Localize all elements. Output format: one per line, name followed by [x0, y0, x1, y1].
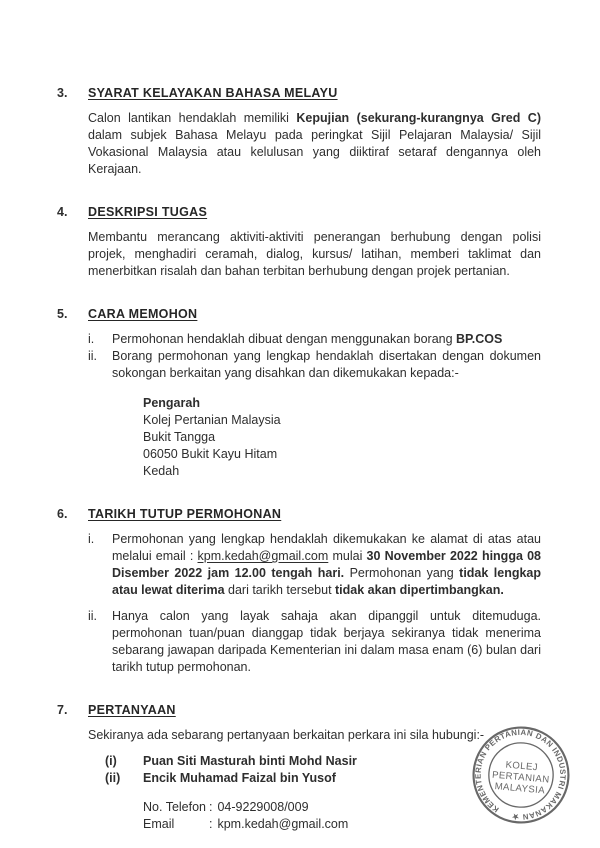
- list-marker: (i): [105, 754, 117, 768]
- section-header: [57, 702, 541, 719]
- text-run: dalam subjek Bahasa Melayu pada peringkat Sijil Pelajaran Malaysia/ Sijil Vokasional Malaysia atau kelulusan yang diiktiraf setaraf dengannya oleh Kerajaan.: [88, 128, 541, 176]
- text-run: Hanya calon yang layak sahaja akan dipanggil untuk ditemuduga. permohonan tuan/puan dianggap tidak berjaya sekiranya tidak menerima sebarang jawapan daripada Kementerian ini dalam masa enam (6) bulan dari tarikh tutup permohonan.: [112, 609, 541, 674]
- numbered-list: [88, 531, 541, 676]
- list-item: [88, 348, 541, 382]
- text-run-bold: tidak lengkap atau lewat diterima: [112, 566, 542, 597]
- list-marker: (ii): [105, 771, 121, 785]
- section-number: 4.: [57, 205, 68, 219]
- text-run: Membantu merancang aktiviti-aktiviti penerangan berhubung dengan polisi projek, menghadiri ceramah, dialog, kursus/ latihan, memberi taklimat dan menerbitkan risalah dan bahan terbitan berhubung dengan projek pertanian.: [88, 230, 541, 278]
- list-item-text: [112, 531, 541, 599]
- list-item: [88, 531, 541, 599]
- separator: :: [209, 817, 213, 831]
- separator: :: [209, 800, 213, 814]
- section-cara-memohon: [57, 306, 541, 480]
- email-label: Email: [143, 817, 175, 831]
- section-number: 6.: [57, 507, 68, 521]
- section-header: [57, 506, 541, 523]
- text-run: Calon lantikan hendaklah memiliki: [88, 111, 297, 125]
- list-marker: i.: [88, 532, 95, 546]
- list-item: [88, 608, 541, 676]
- stamp-ring-text: KEMENTERIAN PERTANIAN DAN INDUSTRI MAKANAN ★: [473, 727, 568, 822]
- section-heading: SYARAT KELAYAKAN BAHASA MELAYU: [88, 86, 338, 100]
- address-line: Pengarah: [143, 396, 200, 410]
- section-deskripsi-tugas: [57, 204, 541, 280]
- contact-person-name: Encik Muhamad Faizal bin Yusof: [143, 771, 336, 785]
- text-run-bold: 30 November 2022 hingga 08 Disember 2022 jam 12.00 tengah hari.: [112, 549, 541, 580]
- text-run: Permohonan yang lengkap hendaklah dikemukakan ke alamat di atas atau melalui email :: [112, 532, 541, 563]
- stamp-center-line3: MALAYSIA: [494, 781, 546, 797]
- mailing-address: [143, 395, 541, 480]
- section-header: [57, 306, 541, 323]
- list-item-text: [112, 608, 541, 676]
- address-line: Kolej Pertanian Malaysia: [143, 413, 281, 427]
- text-run: mulai: [328, 549, 367, 563]
- section-heading: PERTANYAAN: [88, 703, 176, 717]
- section-tarikh-tutup: [57, 506, 541, 676]
- section-header: [57, 85, 541, 102]
- numbered-list: [88, 331, 541, 382]
- address-line: Kedah: [143, 464, 180, 478]
- contact-person-name: Puan Siti Masturah binti Mohd Nasir: [143, 754, 357, 768]
- section-heading: CARA MEMOHON: [88, 307, 198, 321]
- phone-number: 04-9229008/009: [217, 800, 309, 814]
- section-number: 7.: [57, 703, 68, 717]
- text-run: Permohonan yang: [344, 566, 460, 580]
- text-run-bold: tidak akan dipertimbangkan.: [335, 583, 504, 597]
- address-line: 06050 Bukit Kayu Hitam: [143, 447, 278, 461]
- address-line: Bukit Tangga: [143, 430, 216, 444]
- section-header: [57, 204, 541, 221]
- paragraph: [88, 110, 541, 178]
- list-marker: i.: [88, 332, 95, 346]
- paragraph: [88, 229, 541, 280]
- email-address: kpm.kedah@gmail.com: [217, 817, 349, 831]
- text-run-bold: BP.COS: [456, 332, 503, 346]
- section-heading: DESKRIPSI TUGAS: [88, 205, 208, 219]
- email-text: kpm.kedah@gmail.com: [197, 549, 329, 563]
- text-run: Permohonan hendaklah dibuat dengan menggunakan borang: [112, 332, 457, 346]
- text-run: dari tarikh tersebut: [224, 583, 336, 597]
- section-syarat-kelayakan: [57, 85, 541, 178]
- phone-label: No. Telefon: [143, 800, 207, 814]
- text-run: Borang permohonan yang lengkap hendaklah disertakan dengan dokumen sokongan berkaitan yang disahkan dan dikemukakan kepada:-: [112, 349, 541, 380]
- list-item: [88, 331, 541, 348]
- text-run: Sekiranya ada sebarang pertanyaan berkaitan perkara ini sila hubungi:-: [88, 728, 485, 742]
- official-rubber-stamp-seal: [466, 720, 577, 831]
- text-run-bold: Kepujian (sekurang-kurangnya Gred C): [296, 111, 541, 125]
- list-item-text: [112, 331, 541, 348]
- section-heading: TARIKH TUTUP PERMOHONAN: [88, 507, 282, 521]
- section-number: 3.: [57, 86, 68, 100]
- stamp-center-line2: PERTANIAN: [491, 769, 550, 786]
- section-number: 5.: [57, 307, 68, 321]
- list-item-text: [112, 348, 541, 382]
- list-marker: ii.: [88, 609, 98, 623]
- list-marker: ii.: [88, 349, 98, 363]
- stamp-center-line1: KOLEJ: [505, 759, 539, 774]
